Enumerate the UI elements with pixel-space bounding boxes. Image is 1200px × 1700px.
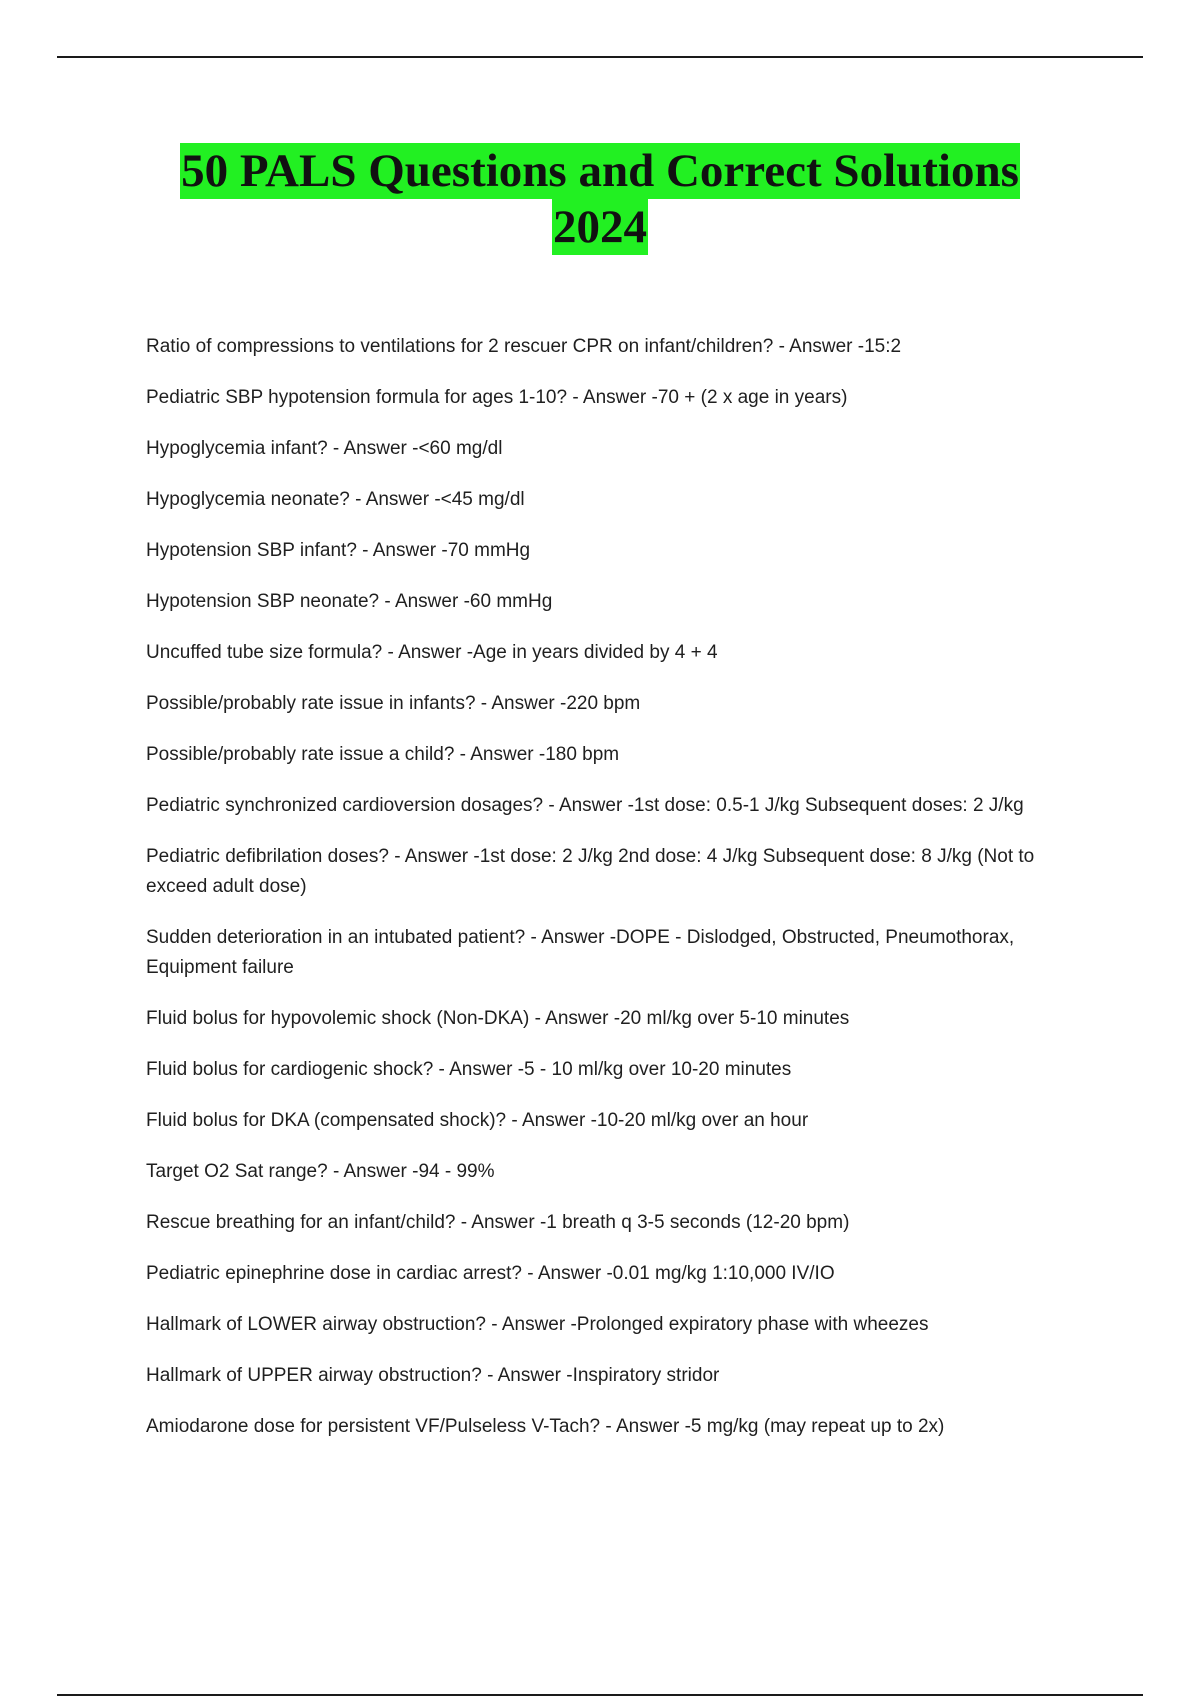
qa-item: Uncuffed tube size formula? - Answer -Age in years divided by 4 + 4 <box>146 642 718 663</box>
qa-item: Hallmark of UPPER airway obstruction? - Answer -Inspiratory stridor <box>146 1365 720 1386</box>
qa-item: Possible/probably rate issue a child? - Answer -180 bpm <box>146 744 620 765</box>
qa-item: Pediatric SBP hypotension formula for ages 1-10? - Answer -70 + (2 x age in years) <box>146 387 848 408</box>
qa-item: Fluid bolus for cardiogenic shock? - Answer -5 - 10 ml/kg over 10-20 minutes <box>146 1059 792 1080</box>
qa-item: Amiodarone dose for persistent VF/Pulseless V-Tach? - Answer -5 mg/kg (may repeat up to 2x) <box>146 1416 945 1437</box>
qa-item: Hypotension SBP infant? - Answer -70 mmHg <box>146 540 531 561</box>
qa-item: Sudden deterioration in an intubated patient? - Answer -DOPE - Dislodged, Obstructed, Pneumothorax, Equipment failure <box>146 927 1015 978</box>
qa-item: Ratio of compressions to ventilations for 2 rescuer CPR on infant/children? - Answer -15:2 <box>146 336 902 357</box>
header-rule <box>57 56 1143 58</box>
qa-item: Pediatric defibrilation doses? - Answer -1st dose: 2 J/kg 2nd dose: 4 J/kg Subsequent dose: 8 J/kg (Not to exceed adult dose) <box>146 846 1035 897</box>
qa-item: Fluid bolus for hypovolemic shock (Non-DKA) - Answer -20 ml/kg over 5-10 minutes <box>146 1008 850 1029</box>
qa-item: Pediatric epinephrine dose in cardiac arrest? - Answer -0.01 mg/kg 1:10,000 IV/IO <box>146 1263 835 1284</box>
qa-item: Pediatric synchronized cardioversion dosages? - Answer -1st dose: 0.5-1 J/kg Subsequent doses: 2 J/kg <box>146 795 1024 816</box>
qa-item: Hypotension SBP neonate? - Answer -60 mmHg <box>146 591 553 612</box>
qa-item: Hallmark of LOWER airway obstruction? - Answer -Prolonged expiratory phase with wheezes <box>146 1314 929 1335</box>
qa-item: Fluid bolus for DKA (compensated shock)? - Answer -10-20 ml/kg over an hour <box>146 1110 809 1131</box>
page-title <box>0 143 1200 255</box>
qa-item: Rescue breathing for an infant/child? - Answer -1 breath q 3-5 seconds (12-20 bpm) <box>146 1212 850 1233</box>
qa-item: Possible/probably rate issue in infants? - Answer -220 bpm <box>146 693 641 714</box>
qa-item: Hypoglycemia neonate? - Answer -<45 mg/dl <box>146 489 525 510</box>
title-line-2: 2024 <box>553 201 647 253</box>
qa-item: Hypoglycemia infant? - Answer -<60 mg/dl <box>146 438 503 459</box>
footer-rule <box>57 1694 1143 1696</box>
question-answer-list <box>146 332 1096 1463</box>
qa-item: Target O2 Sat range? - Answer -94 - 99% <box>146 1161 495 1182</box>
title-line-1: 50 PALS Questions and Correct Solutions <box>181 145 1019 197</box>
